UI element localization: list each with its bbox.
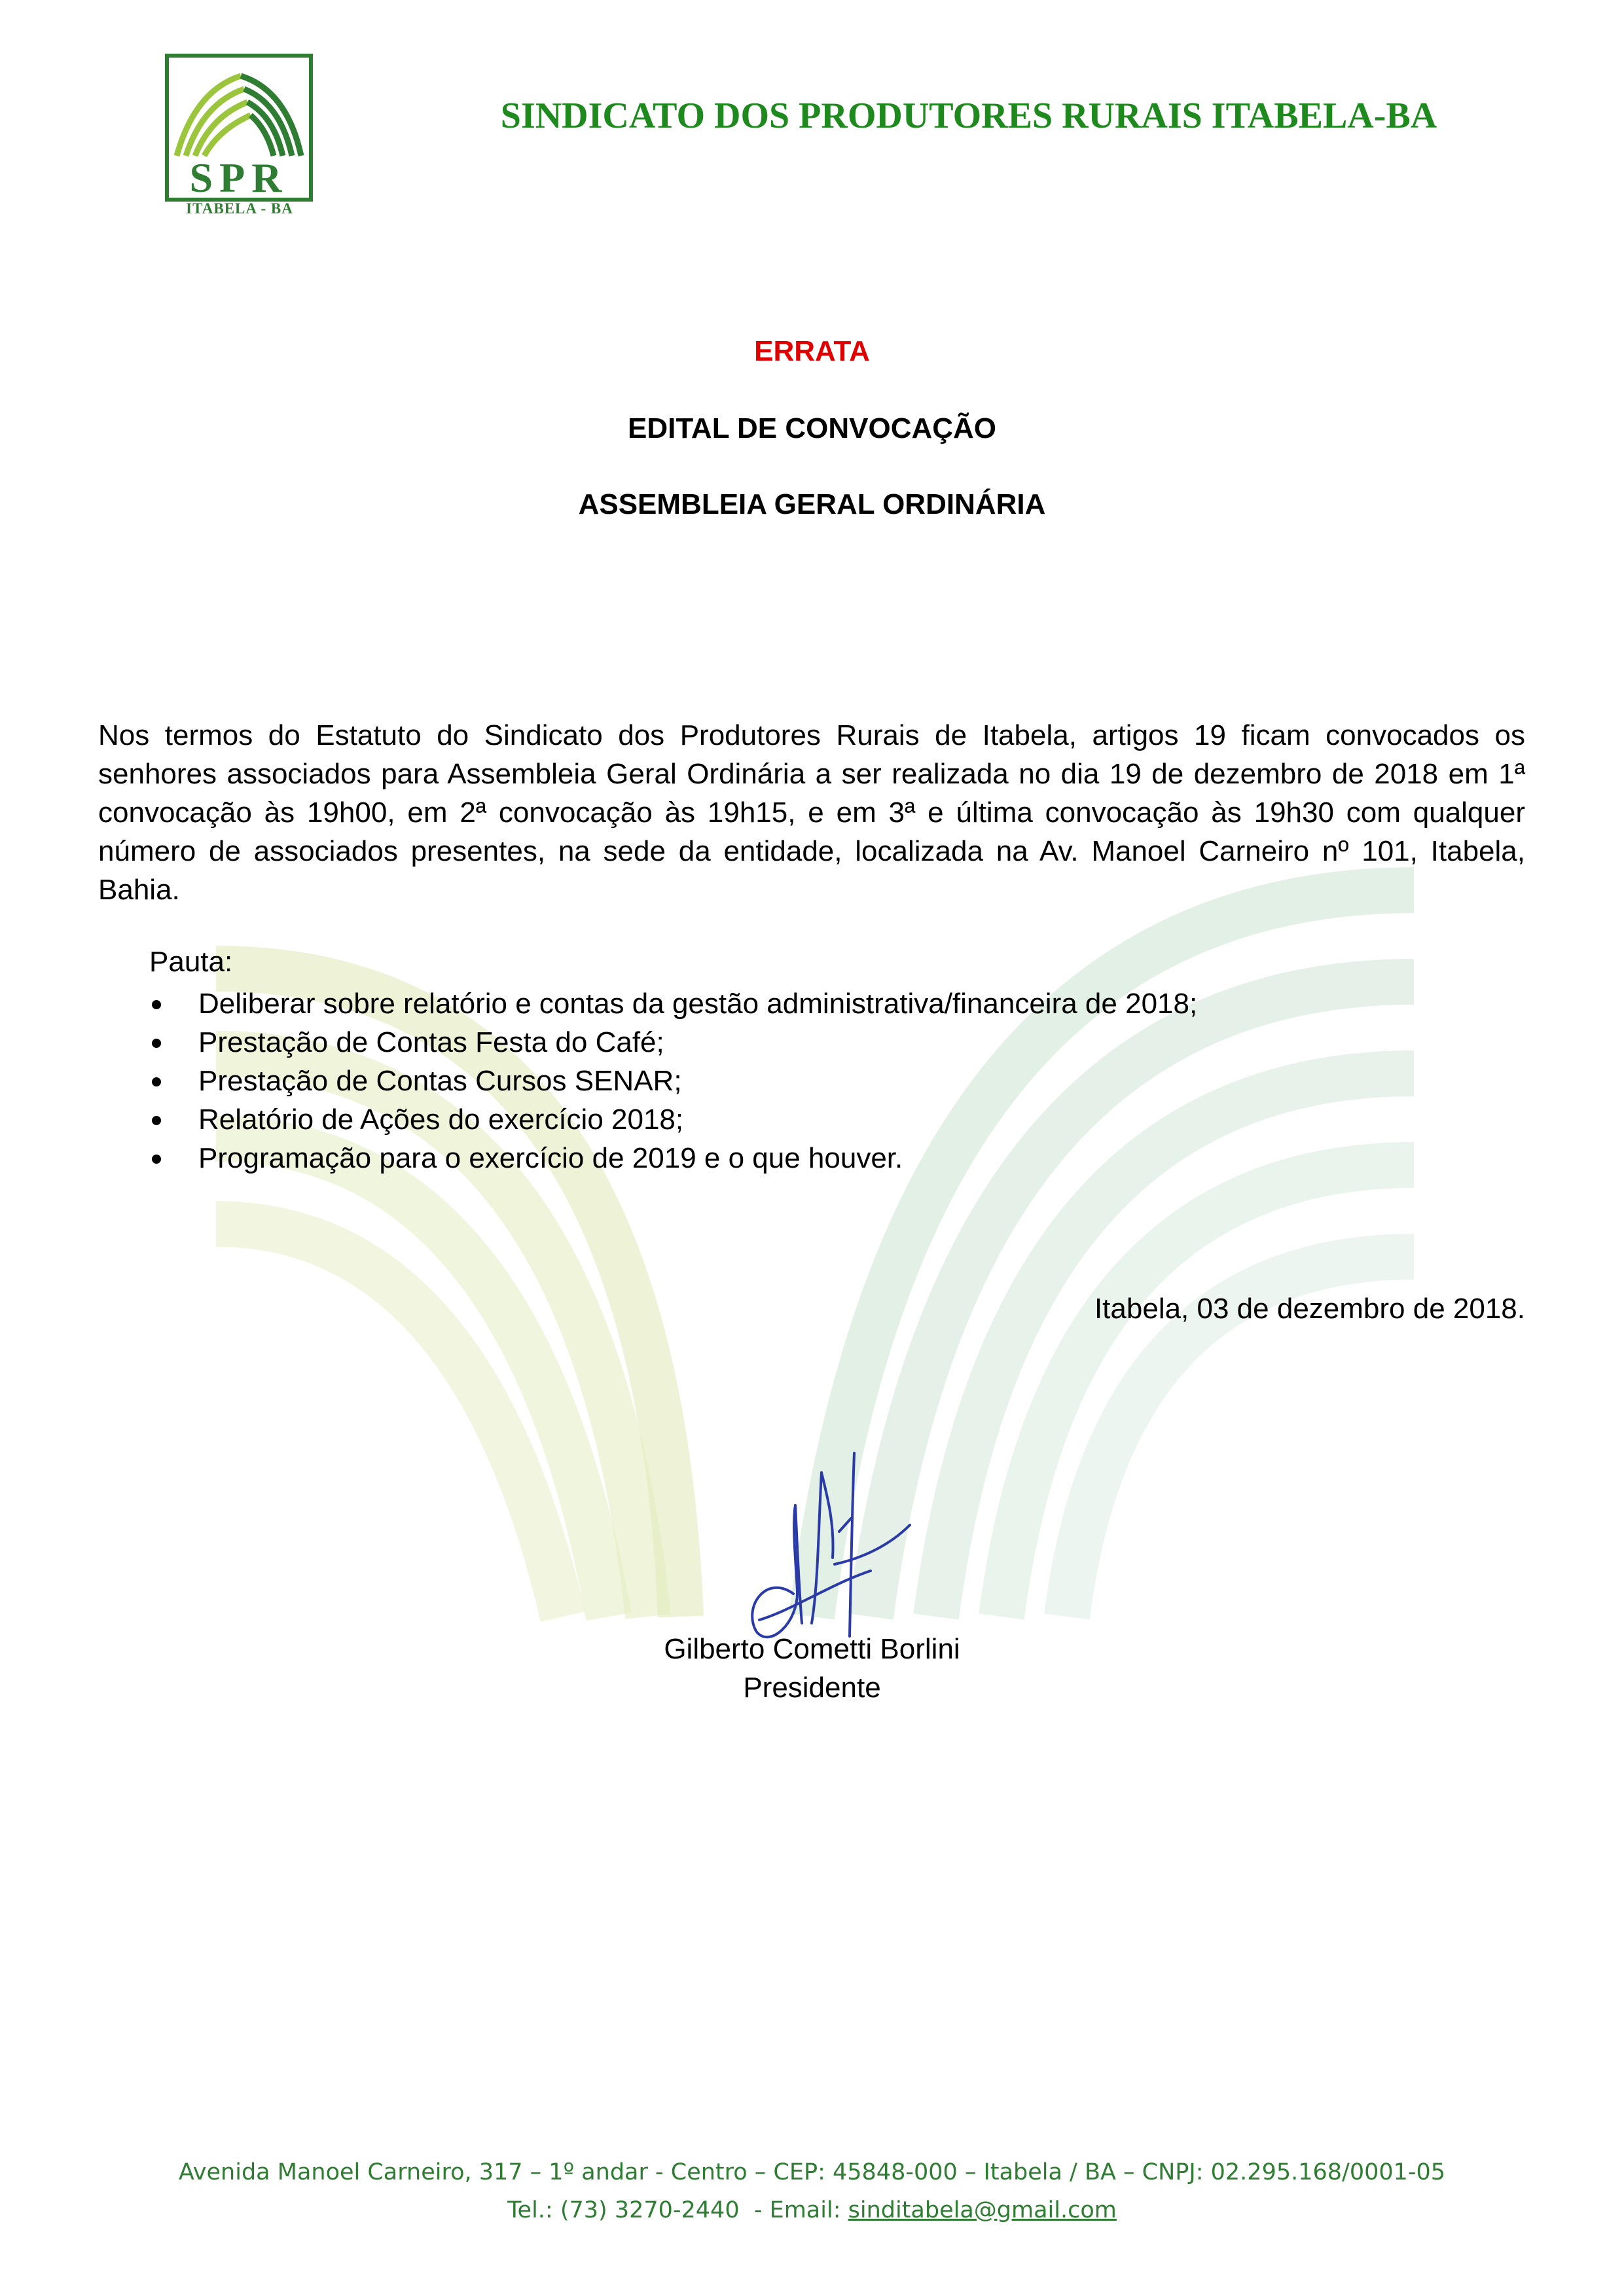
convocation-paragraph: Nos termos do Estatuto do Sindicato dos Produtores Rurais de Itabela, artigos 19 ficam convocados os senhores associados para Assembleia Geral Ordinária a ser realizada no dia 19 de dezembro de 2018 em 1ª convocação às 19h00, em 2ª convocação às 19h15, e em 3ª e última convocação às 19h30 com qualquer número de associados presentes, na sede da entidade, localizada na Av. Manoel Carneiro nº 101, Itabela, Bahia. [98, 719, 1525, 906]
logo-caption: ITABELA - BA [186, 200, 293, 217]
footer-phone: Tel.: (73) 3270-2440 [507, 2197, 740, 2223]
footer-email-label: - Email: [739, 2197, 848, 2223]
bullet-icon [152, 1116, 161, 1125]
errata-heading: ERRATA [754, 335, 870, 367]
logo-letters: SPR [189, 154, 289, 198]
logo-frame [165, 54, 313, 202]
agenda-item: Prestação de Contas Festa do Café; [149, 1023, 1197, 1062]
organization-title: SINDICATO DOS PRODUTORES RURAIS ITABELA-BA [500, 96, 1437, 136]
agenda-item: Deliberar sobre relatório e contas da gestão administrativa/financeira de 2018; [149, 984, 1197, 1023]
bullet-icon [152, 1039, 161, 1048]
bullet-icon [152, 1000, 161, 1009]
agenda-item: Programação para o exercício de 2019 e o que houver. [149, 1139, 1197, 1177]
bullet-icon [152, 1155, 161, 1164]
footer [0, 2153, 1624, 2229]
place-and-date: Itabela, 03 de dezembro de 2018. [1094, 1293, 1525, 1325]
footer-email-link[interactable]: sinditabela@gmail.com [848, 2197, 1117, 2223]
spr-logo [164, 52, 318, 226]
document-title: EDITAL DE CONVOCAÇÃO [627, 412, 997, 444]
agenda-item: Prestação de Contas Cursos SENAR; [149, 1062, 1197, 1100]
footer-address: Avenida Manoel Carneiro, 317 – 1º andar - Centro – CEP: 45848-000 – Itabela / BA – CNPJ: 02.295.168/0001-05 [178, 2159, 1446, 2185]
signatory-role: Presidente [743, 1672, 881, 1704]
agenda-list [149, 984, 1197, 1177]
bullet-icon [152, 1077, 161, 1086]
signatory-name: Gilberto Cometti Borlini [664, 1633, 960, 1665]
document-subtitle: ASSEMBLEIA GERAL ORDINÁRIA [578, 488, 1046, 520]
footer-contact [0, 2191, 1624, 2229]
logo-emblem [169, 58, 309, 198]
agenda-label: Pauta: [149, 946, 233, 978]
agenda-item: Relatório de Ações do exercício 2018; [149, 1100, 1197, 1139]
handwritten-signature [720, 1427, 916, 1649]
